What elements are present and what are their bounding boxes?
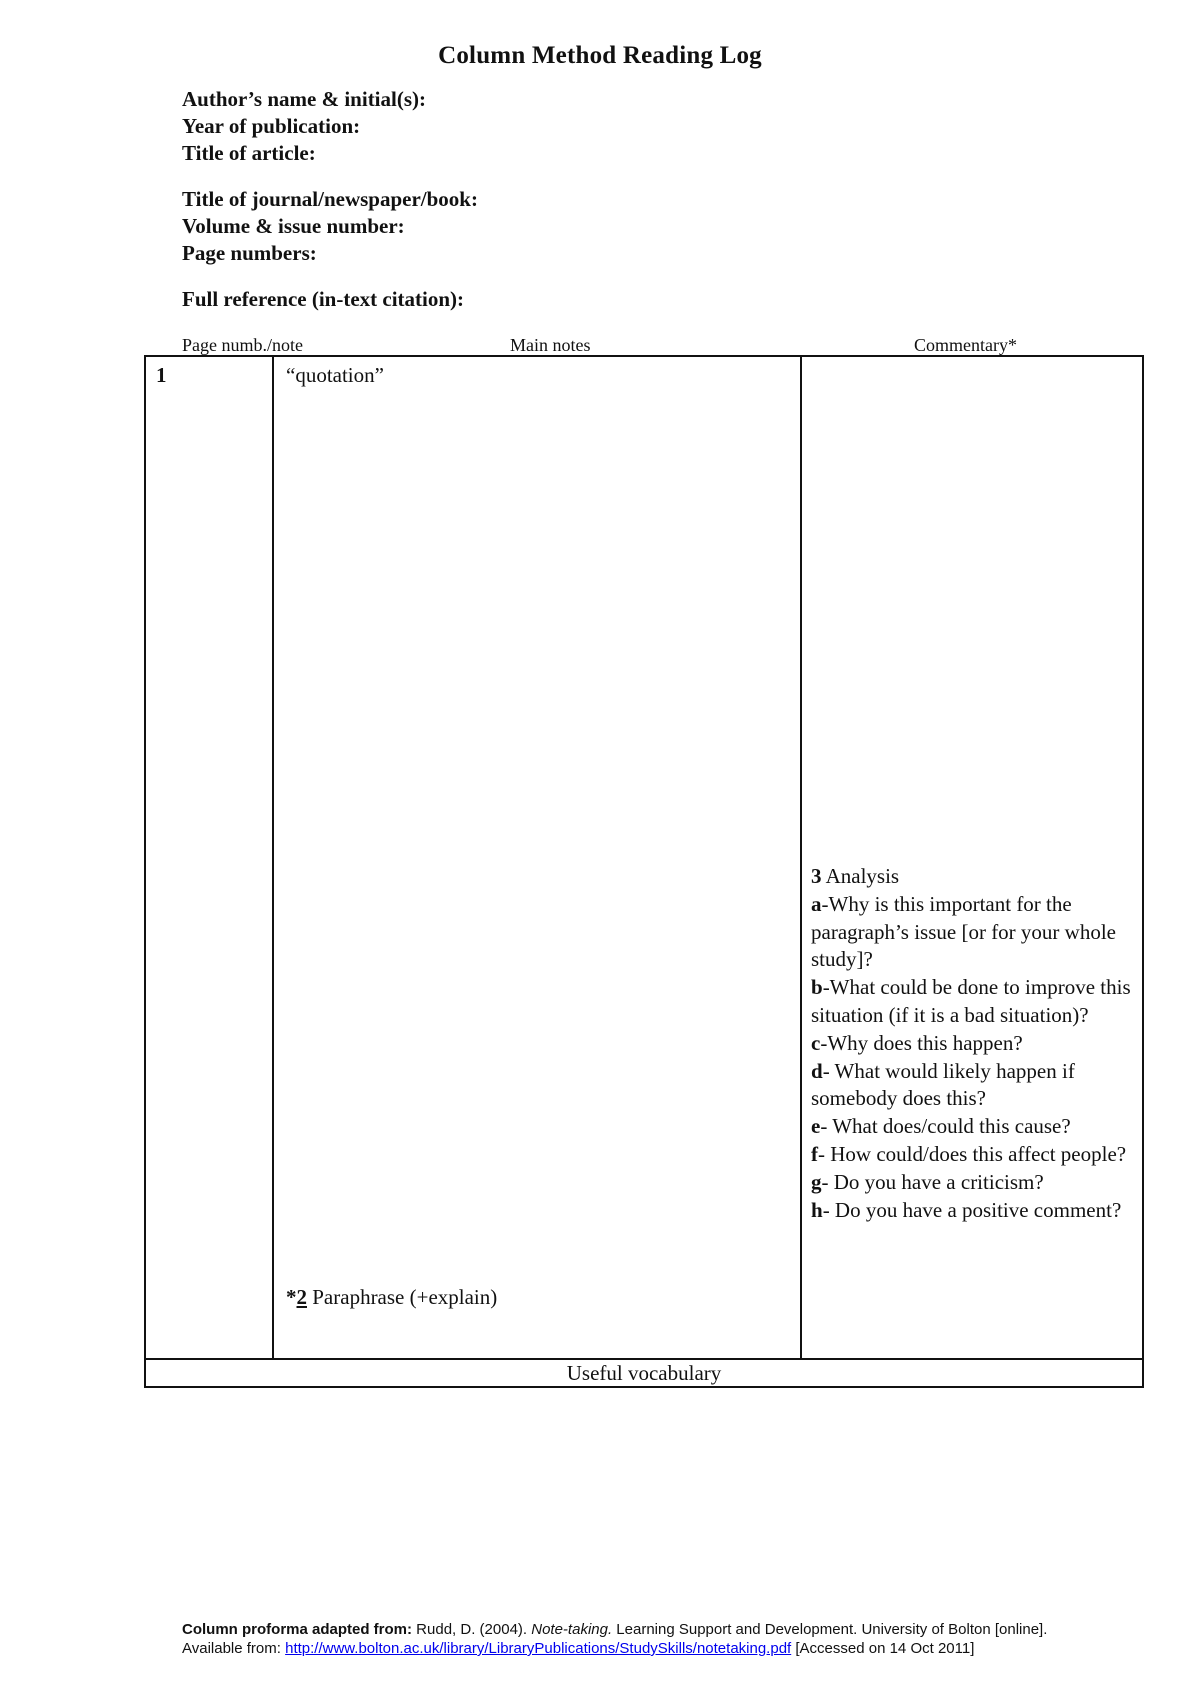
field-author: Author’s name & initial(s): xyxy=(182,87,427,111)
question-text: -Why does this happen? xyxy=(820,1030,1023,1055)
field-article-title: Title of article: xyxy=(182,141,316,165)
analysis-question-a xyxy=(811,891,1133,974)
analysis-title: Analysis xyxy=(821,864,900,888)
column-divider-left xyxy=(272,357,274,1359)
paraphrase-asterisk: * xyxy=(286,1285,297,1309)
analysis-question-d xyxy=(811,1058,1133,1114)
question-text: - What would likely happen if somebody does this? xyxy=(811,1058,1075,1111)
question-letter: a xyxy=(811,891,822,916)
analysis-number: 3 xyxy=(811,864,822,888)
available-label: Available from: xyxy=(182,1640,286,1657)
field-volume-issue: Volume & issue number: xyxy=(182,214,405,238)
question-letter: h xyxy=(811,1197,823,1222)
analysis-question-e xyxy=(811,1113,1133,1141)
citation-line-2 xyxy=(182,1639,1047,1658)
analysis-question-f xyxy=(811,1141,1133,1169)
question-text: - What does/could this cause? xyxy=(820,1114,1071,1139)
question-text: - Do you have a positive comment? xyxy=(822,1197,1122,1222)
footer-citation xyxy=(182,1620,1047,1658)
analysis-block xyxy=(811,863,1133,1224)
source-link[interactable]: http://www.bolton.ac.uk/library/LibraryPublications/StudySkills/notetaking.pdf xyxy=(285,1640,792,1657)
question-text: - Do you have a criticism? xyxy=(821,1169,1044,1194)
field-full-reference: Full reference (in-text citation): xyxy=(182,287,465,311)
paraphrase-label xyxy=(286,1284,497,1312)
question-text: -What could be done to improve this situation (if it is a bad situation)? xyxy=(811,975,1131,1027)
field-page-numbers: Page numbers: xyxy=(182,241,317,265)
analysis-questions xyxy=(811,891,1133,1225)
citation-line-1 xyxy=(182,1620,1047,1639)
question-text: -Why is this important for the paragraph’s issue [or for your whole study]? xyxy=(811,891,1116,972)
citation-start: Rudd, D. (2004). xyxy=(412,1621,532,1638)
field-journal-title: Title of journal/newspaper/book: xyxy=(182,187,478,211)
row-number: 1 xyxy=(156,363,167,387)
analysis-question-b xyxy=(811,974,1133,1030)
useful-vocabulary-row: Useful vocabulary xyxy=(566,1361,722,1385)
question-text: - How could/does this affect people? xyxy=(818,1141,1127,1166)
paraphrase-number: 2 xyxy=(296,1285,307,1309)
field-year: Year of publication: xyxy=(182,114,361,138)
reading-log-table xyxy=(144,355,1144,1388)
question-letter: b xyxy=(811,975,823,1000)
column-header-page: Page numb./note xyxy=(182,335,303,355)
question-letter: c xyxy=(811,1030,821,1055)
accessed-date: [Accessed on 14 Oct 2011] xyxy=(791,1640,975,1657)
question-letter: f xyxy=(811,1141,818,1166)
analysis-question-h xyxy=(811,1197,1133,1225)
paraphrase-text: Paraphrase (+explain) xyxy=(307,1285,498,1309)
analysis-question-c xyxy=(811,1030,1133,1058)
question-letter: d xyxy=(811,1058,823,1083)
column-divider-right xyxy=(800,357,802,1359)
question-letter: e xyxy=(811,1114,821,1139)
analysis-heading xyxy=(811,863,1133,891)
question-letter: g xyxy=(811,1169,822,1194)
citation-title: Note-taking. xyxy=(531,1621,613,1638)
analysis-question-g xyxy=(811,1169,1133,1197)
column-header-main: Main notes xyxy=(510,335,591,355)
page-title: Column Method Reading Log xyxy=(438,42,762,69)
column-header-commentary: Commentary* xyxy=(914,335,1017,355)
citation-end: Learning Support and Development. University of Bolton [online]. xyxy=(612,1621,1048,1638)
citation-lead: Column proforma adapted from: xyxy=(182,1621,413,1638)
quotation-label: “quotation” xyxy=(286,363,384,387)
